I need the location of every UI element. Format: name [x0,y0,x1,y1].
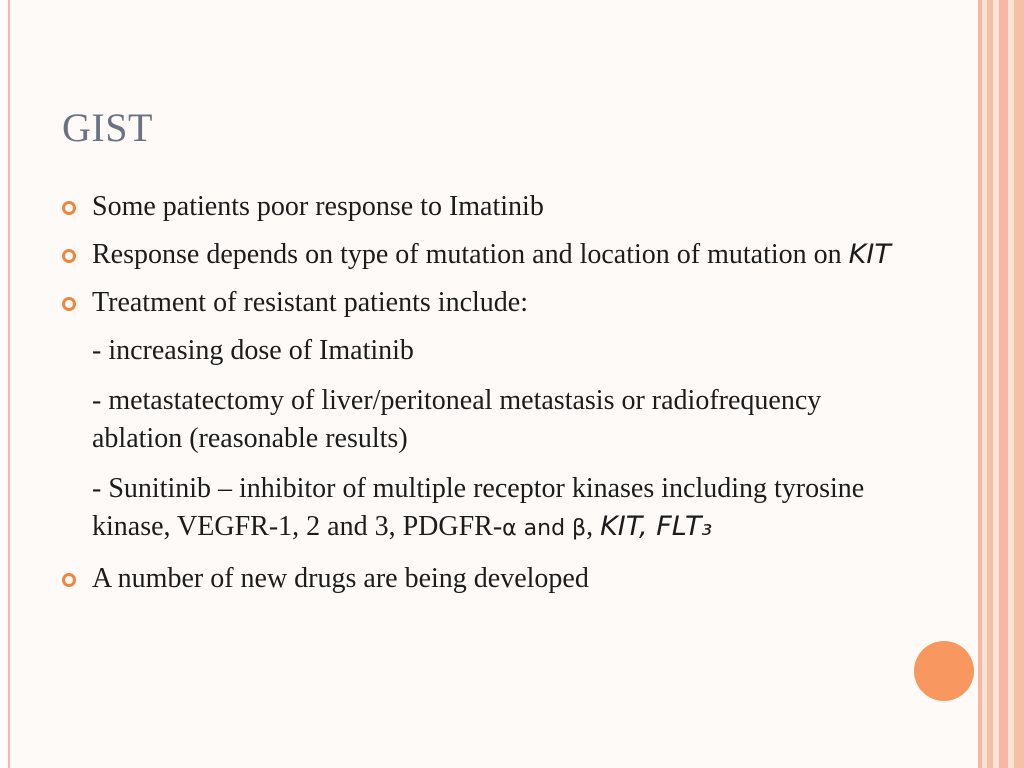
decorative-circle [914,641,974,701]
right-stripe-7 [1014,0,1024,768]
gene-names-kit-flt3: KIT, FLT₃ [600,511,713,542]
bullet-text: A number of new drugs are being developed [92,563,589,594]
bullet-item [62,188,902,226]
comma-text: , [586,511,601,542]
sunitinib-text: - Sunitinib – inhibitor of multiple receptor kinases including tyrosine kinase, VEGFR-1, 2 and 3, PDGFR- [92,473,865,542]
gene-name-kit: KIT [848,239,891,270]
slide-content [62,188,902,608]
bullet-text: Some patients poor response to Imatinib [92,191,544,222]
bullet-item [62,560,902,598]
bullet-ring-icon [62,297,76,311]
bullet-ring-icon [62,573,76,587]
slide-title: GIST [62,105,153,150]
sub-item-text: - metastatectomy of liver/peritoneal metastasis or radiofrequency ablation (reasonable results) [92,385,822,454]
bullet-item [62,236,902,274]
sub-item [62,382,902,458]
sub-item-text: - increasing dose of Imatinib [92,335,414,366]
sub-item [62,332,902,370]
bullet-text: Treatment of resistant patients include: [92,287,528,318]
right-stripe-5 [999,0,1008,768]
alpha-beta-text: α and β [502,516,587,541]
sub-item-text [92,470,902,548]
bullet-item [62,284,902,322]
bullet-text: Response depends on type of mutation and location of mutation on [92,239,849,270]
bullet-ring-icon [62,249,76,263]
bullet-ring-icon [62,201,76,215]
sub-item [62,470,902,548]
